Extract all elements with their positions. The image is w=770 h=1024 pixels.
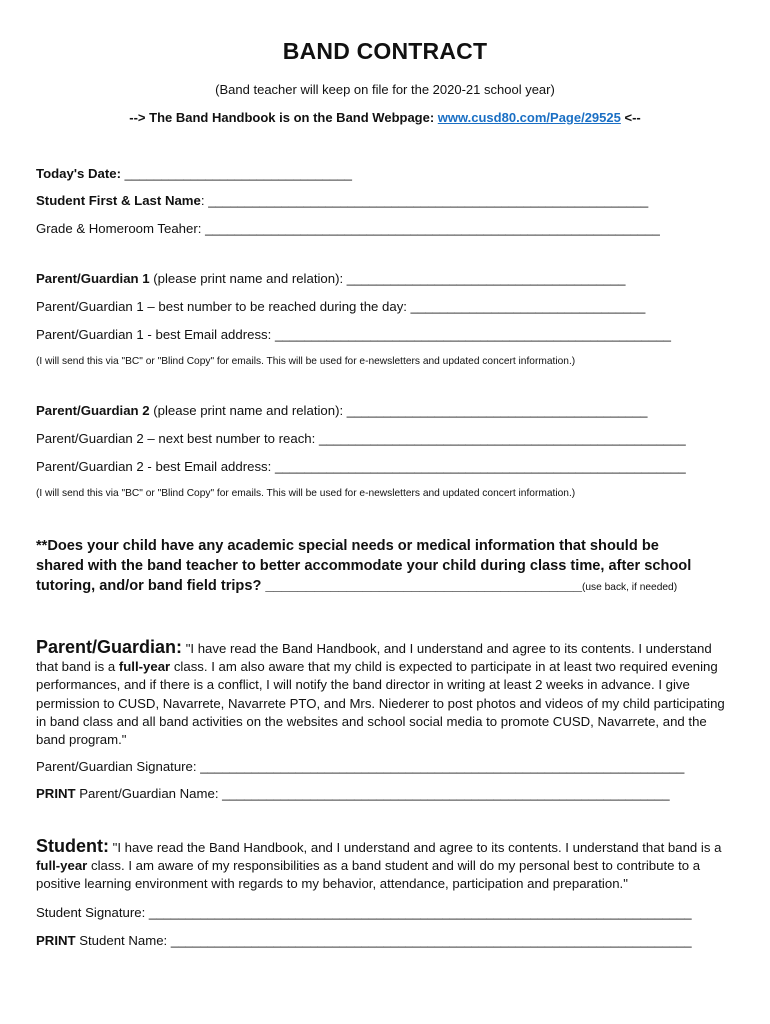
parent-statement-heading: Parent/Guardian: — [36, 637, 183, 657]
parent-signature-field[interactable]: Parent/Guardian Signature: __________________________________________________________________ — [36, 759, 685, 774]
student-name-label: Student First & Last Name — [36, 193, 201, 208]
parent1-name-label: Parent/Guardian 1 — [36, 271, 150, 286]
grade-homeroom-field[interactable]: Grade & Homeroom Teaher: ______________________________________________________________ — [36, 221, 660, 236]
parent2-name-field[interactable] — [36, 403, 648, 419]
student-statement — [36, 837, 736, 894]
parent1-phone-field[interactable]: Parent/Guardian 1 – best number to be reached during the day: ________________________________ — [36, 299, 646, 314]
student-print-rest: Student Name: _______________________________________________________________________ — [75, 933, 692, 948]
parent-statement — [36, 638, 736, 749]
handbook-prefix: --> The Band Handbook is on the Band Webpage: — [129, 110, 438, 125]
handbook-line — [0, 110, 770, 125]
subtitle: (Band teacher will keep on file for the 2020-21 school year) — [215, 82, 555, 97]
student-statement-heading: Student: — [36, 836, 109, 856]
student-print-name-field[interactable] — [36, 933, 692, 949]
student-statement-full-year: full-year — [36, 858, 88, 874]
parent2-phone-field[interactable]: Parent/Guardian 2 – next best number to reach: __________________________________________________ — [36, 431, 686, 446]
student-statement-text-b: class. I am aware of my responsibilities as a band student and will do my personal best to contribute to a positive learning environment with regards to my behavior, attendance, participation and preparation." — [36, 858, 701, 892]
todays-date-field[interactable] — [36, 166, 352, 182]
parent-statement-text-b: class. I am also aware that my child is expected to participate in at least two required evening performances, and if there is a conflict, I will notify the band director in writing at least 2 weeks in advance. I give permission to CUSD, Navarrete, Navarrete PTO, and Mrs. Niederer to post photos and videos of my child participating in band class and all band activities on the websites and school social media to promote CUSD, Navarrete, and the band program." — [36, 659, 725, 748]
parent1-email-field[interactable]: Parent/Guardian 1 - best Email address: ______________________________________________________ — [36, 327, 672, 342]
question-line-1: **Does your child have any academic special needs or medical information that should be — [36, 538, 659, 554]
question-line-2: shared with the band teacher to better accommodate your child during class time, after school — [36, 558, 692, 574]
parent2-name-rest: (please print name and relation): _________________________________________ — [149, 403, 648, 418]
parent-print-name-field[interactable] — [36, 786, 670, 802]
parent2-email-field[interactable]: Parent/Guardian 2 - best Email address: ________________________________________________________ — [36, 459, 686, 474]
parent-print-rest: Parent/Guardian Name: _____________________________________________________________ — [75, 786, 670, 801]
handbook-suffix: <-- — [620, 110, 641, 125]
parent-print-label: PRINT — [36, 786, 76, 801]
question-note: (use back, if needed) — [581, 582, 678, 593]
student-name-field[interactable] — [36, 193, 648, 209]
handbook-link[interactable]: www.cusd80.com/Page/29525 — [437, 110, 621, 125]
parent2-name-label: Parent/Guardian 2 — [36, 403, 150, 418]
parent1-name-rest: (please print name and relation): ______________________________________ — [149, 271, 626, 286]
student-print-label: PRINT — [36, 933, 76, 948]
parent-statement-full-year: full-year — [118, 659, 171, 675]
parent1-email-note: (I will send this via "BC" or "Blind Copy" for emails. This will be used for e-newsletters and updated concert information.) — [36, 356, 576, 367]
student-name-blank: : ____________________________________________________________ — [200, 193, 649, 208]
student-signature-field[interactable]: Student Signature: __________________________________________________________________________ — [36, 905, 692, 920]
todays-date-label: Today's Date: — [36, 166, 121, 181]
parent-statement-text-a: "I have read the Band Handbook, and I understand and agree to its contents. I understand that band is a — [36, 641, 712, 675]
todays-date-blank: _______________________________ — [120, 166, 352, 181]
student-statement-text-a: "I have read the Band Handbook, and I understand and agree to its contents. I understand that band is a — [108, 840, 722, 855]
parent2-email-note: (I will send this via "BC" or "Blind Copy" for emails. This will be used for e-newsletters and updated concert information.) — [36, 488, 576, 499]
question-line-3 — [36, 576, 736, 598]
document-title: BAND CONTRACT — [282, 38, 488, 64]
special-needs-question[interactable] — [36, 536, 736, 598]
question-line-3-text: tutoring, and/or band field trips? _______________________________________ — [36, 578, 582, 594]
parent1-name-field[interactable] — [36, 271, 626, 287]
